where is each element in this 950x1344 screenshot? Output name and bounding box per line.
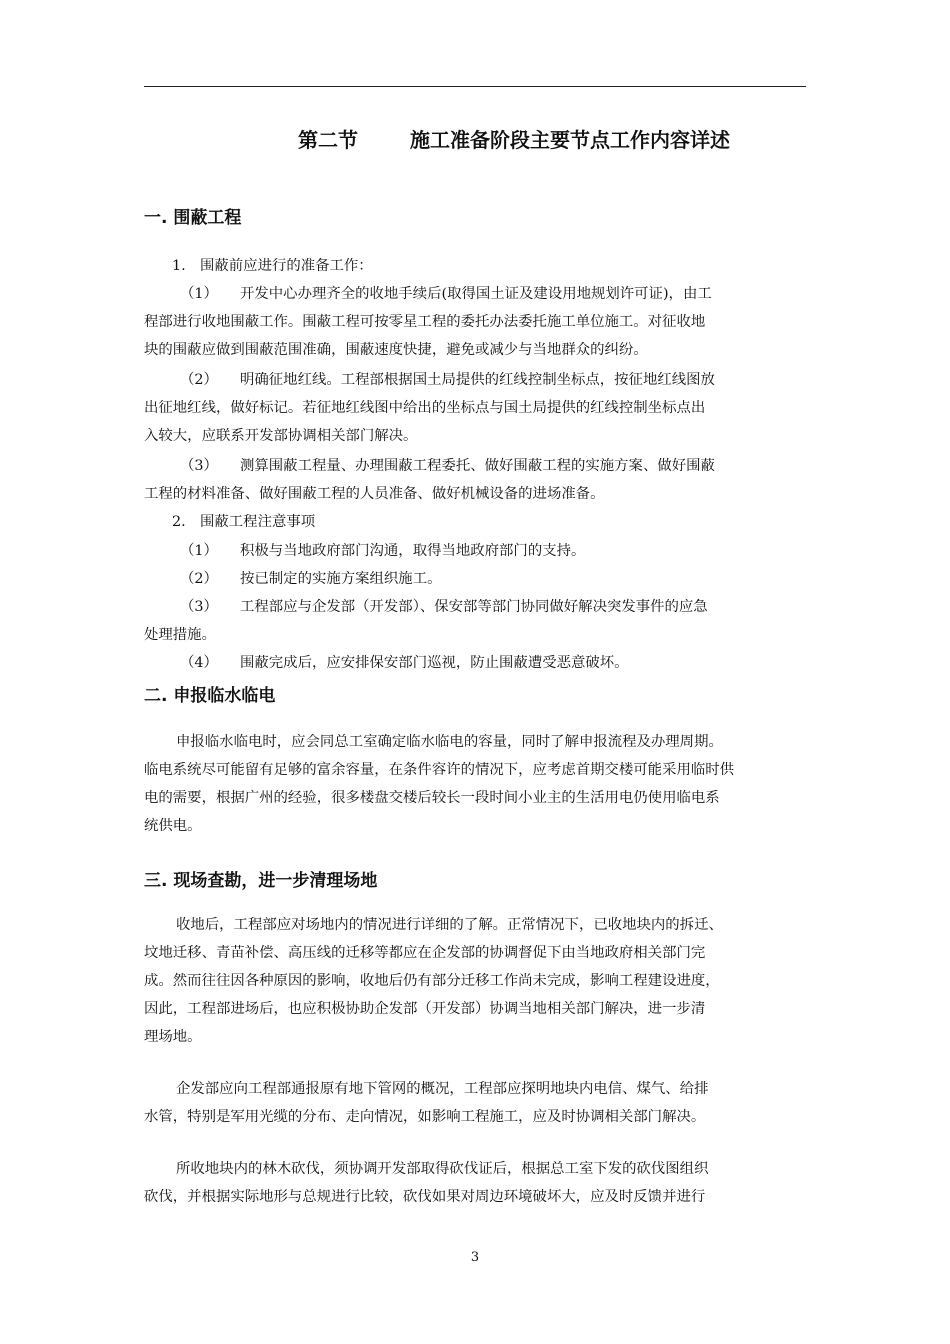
paragraph-2: 申报临水临电时，应会同总工室确定临水临电的容量，同时了解申报流程及办理周期。 临电系统尽可能留有足够的富余容量，在条件容许的情况下，应考虑首期交楼可能采用临时供 电的需要，根据广州的经验，很多楼盘交楼后较长一段时间小业主的生活用电仍使用临电系 统供电。 <box>144 734 735 834</box>
header-rule <box>144 86 806 87</box>
page-number: 3 <box>470 1250 480 1265</box>
list-item-1-2: （2） 明确征地红线。工程部根据国土局提供的红线控制坐标点，按征地红线图放 <box>180 372 715 388</box>
list-item-1-2-cont: 出征地红线，做好标记。若征地红线图中给出的坐标点与国土局提供的红线控制坐标点出 入较大，应联系开发部协调相关部门解决。 <box>144 400 706 444</box>
list-item-2-1: （1） 积极与当地政府部门沟通，取得当地政府部门的支持。 <box>180 543 586 559</box>
heading-1: 一. 围蔽工程 <box>144 208 242 228</box>
paragraph-3-3: 所收地块内的林木砍伐，须协调开发部取得砍伐证后，根据总工室下发的砍伐图组织 砍伐，并根据实际地形与总规进行比较，砍伐如果对周边环境破坏大，应及时反馈并进行 <box>144 1161 709 1205</box>
list-item-1-1: （1） 开发中心办理齐全的收地手续后(取得国土证及建设用地规划许可证)，由工 <box>180 286 712 302</box>
section-number: 第二节 <box>298 128 358 152</box>
list-item-1-3-cont: 工程的材料准备、做好围蔽工程的人员准备、做好机械设备的进场准备。 <box>144 486 605 502</box>
subheading-1: 1. 围蔽前应进行的准备工作： <box>172 258 373 274</box>
paragraph-3-2: 企发部应向工程部通报原有地下管网的概况，工程部应探明地块内电信、煤气、给排 水管，特别是军用光缆的分布、走向情况，如影响工程施工，应及时协调相关部门解决。 <box>144 1081 709 1125</box>
list-item-2-3: （3） 工程部应与企发部（开发部）、保安部等部门协同做好解决突发事件的应急 <box>180 599 708 615</box>
heading-2: 二. 申报临水临电 <box>144 686 276 706</box>
paragraph-3-1: 收地后，工程部应对场地内的情况进行详细的了解。正常情况下，已收地块内的拆迁、 坟地迁移、青苗补偿、高压线的迁移等都应在企发部的协调督促下由当地政府相关部门完 成。然而往往因各种原因的影响，收地后仍有部分迁移工作尚未完成，影响工程建设进度， 因此，工程部进场后，也应积极协助企发部（开发部）协调当地相关部门解决，进一步清 理场地。 <box>144 917 723 1045</box>
list-item-1-3: （3） 测算围蔽工程量、办理围蔽工程委托、做好围蔽工程的实施方案、做好围蔽 <box>180 458 715 474</box>
list-item-2-3-cont: 处理措施。 <box>144 627 216 643</box>
heading-3: 三. 现场查勘，进一步清理场地 <box>144 871 378 891</box>
section-heading-text: 施工准备阶段主要节点工作内容详述 <box>410 128 730 152</box>
list-item-1-1-cont: 程部进行收地围蔽工作。围蔽工程可按零星工程的委托办法委托施工单位施工。对征收地 块的围蔽应做到围蔽范围准确，围蔽速度快捷，避免或减少与当地群众的纠纷。 <box>144 314 706 358</box>
list-item-2-4: （4） 围蔽完成后，应安排保安部门巡视，防止围蔽遭受恶意破坏。 <box>180 655 629 671</box>
subheading-2: 2. 围蔽工程注意事项 <box>172 514 316 530</box>
list-item-2-2: （2） 按已制定的实施方案组织施工。 <box>180 571 442 587</box>
